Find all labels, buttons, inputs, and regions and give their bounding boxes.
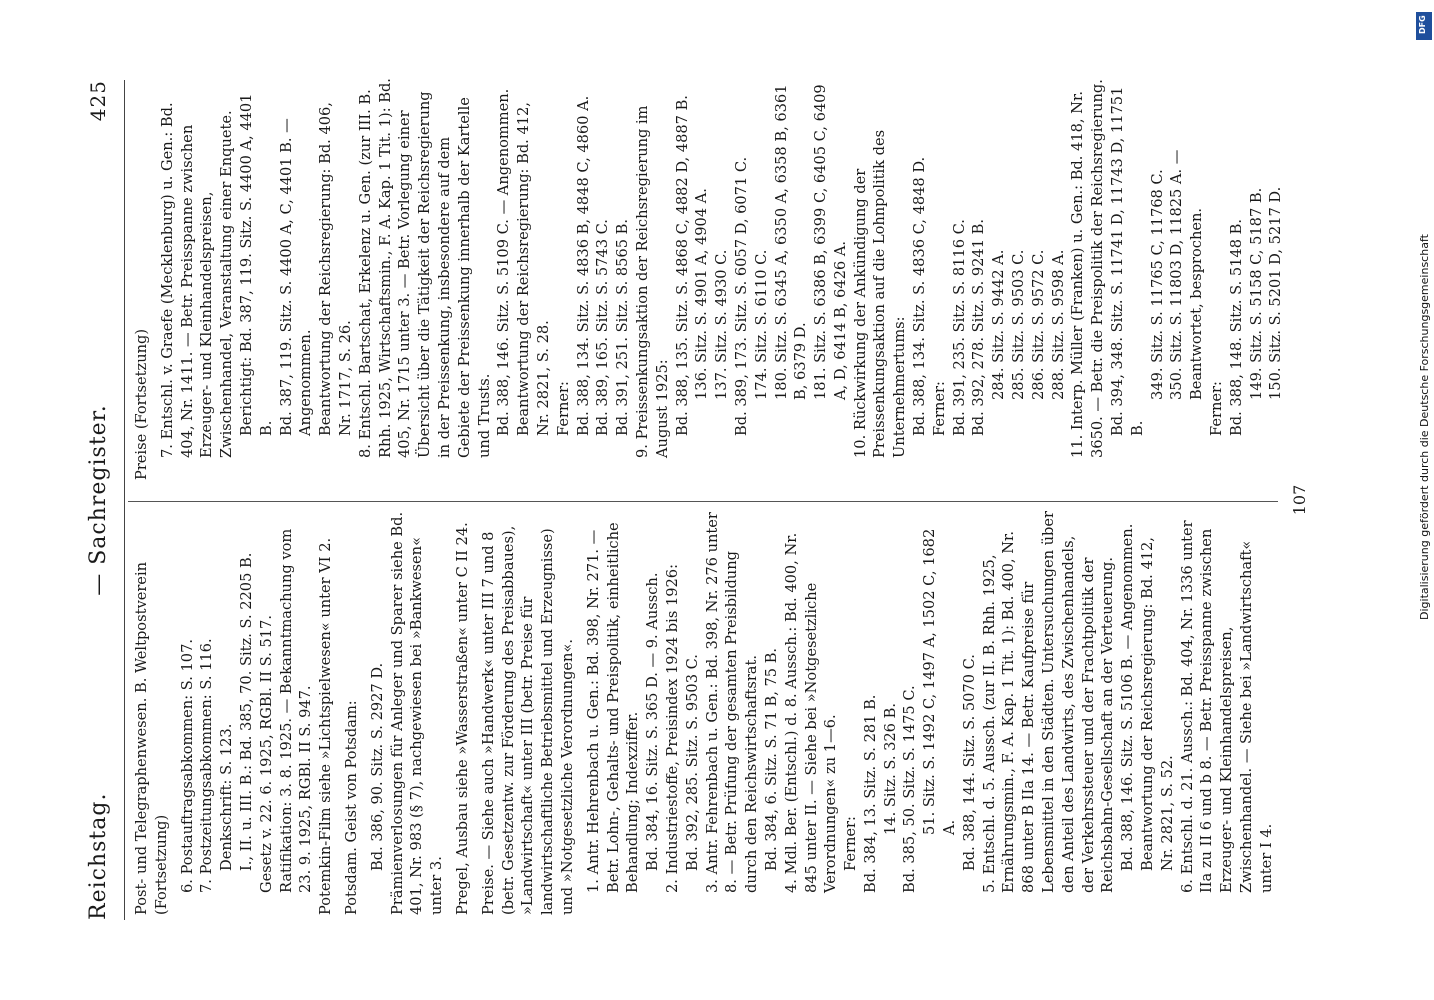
index-entry-line: Bd. 392, 285. Sitz. S. 9503 C. [683, 654, 701, 871]
right-column [132, 75, 1286, 480]
index-entry-line: 11. Interp. Müller (Franken) u. Gen.: Bd. 418, Nr. 3650. — Betr. die Preispolitik der Reichsregierung. [1069, 79, 1107, 458]
index-entry-line: 6. Entschl. d. 21. Aussch.: Bd. 404, Nr. 1336 unter IIa zu II 6 und b 8. — Betr. Preisspanne zwischen Erzeuger- und Kleinhandelspreisen, Zwischenhandel. — Siehe bei »Landwirtschaft« unter I 4. [1178, 520, 1275, 893]
running-head-center: — Sachregister. [86, 404, 111, 596]
index-entry-line: Bd. 386, 90. Sitz. S. 2927 D. [368, 662, 386, 871]
index-entry-line: Bd. 388, 146. Sitz. S. 5109 C. — Angenommen. [495, 88, 513, 436]
index-entry-line: Bd. 391, 235. Sitz. S. 8116 C. [950, 219, 968, 436]
index-entry-line: Ferner: [930, 381, 948, 436]
sheet-number: 107 [1290, 484, 1309, 516]
column-divider [128, 501, 1278, 502]
index-entry-line: Bd. 391, 251. Sitz. S. 8565 B. [614, 218, 632, 436]
index-entry-line: Bd. 389, 173. Sitz. S. 6057 D, 6071 C. [732, 156, 750, 436]
index-entry-line: 284. Sitz. S. 9442 A. [990, 249, 1008, 400]
dfg-logo: DFG [1416, 12, 1432, 40]
index-entry-line: Bd. 384, 13. Sitz. S. 281 B. [861, 694, 879, 893]
index-entry-line: 350. Sitz. S. 11803 D, 11825 A. — Beantwortet, besprochen. [1168, 149, 1206, 400]
index-entry-line: 136. Sitz. S. 4901 A, 4904 A. [693, 188, 711, 400]
index-entry-heading: Potemkin-Film siehe »Lichtspielwesen« unter VI 2. [317, 537, 335, 915]
index-entry-line: Bd. 388, 146. Sitz. S. 5106 B. — Angenommen. [1119, 523, 1137, 871]
index-entry-line: Bd. 387, 119. Sitz. S. 4400 A, C, 4401 B. — Angenommen. [277, 118, 315, 436]
index-entry-line: Bd. 384, 6. Sitz. S. 71 B, 75 B. [762, 647, 780, 871]
index-entry-line: 4. Mdl. Ber. (Entschl.) d. 8. Aussch.: Bd. 400, Nr. 845 unter II. — Siehe bei »Notgesetzliche Verordnungen« zu 1—6. [782, 532, 840, 893]
index-entry-line: 285. Sitz. S. 9503 C. [1010, 249, 1028, 400]
index-entry-line: 180. Sitz. S. 6345 A, 6350 A, 6358 B, 6361 B, 6379 D. [772, 84, 810, 400]
index-entry-line: 150. Sitz. S. 5201 D, 5217 D. [1267, 186, 1285, 400]
header-rule [124, 80, 125, 920]
index-entry-line: 6. Postauftragsabkommen: S. 107. [178, 639, 196, 893]
index-entry-line: Ferner: [554, 381, 572, 436]
index-entry-line: 10. Rückwirkung der Ankündigung der Preissenkungsaktion auf die Lohnpolitik des Unternehmertums: [851, 129, 909, 458]
index-entry-line: 7. Entschl. v. Graefe (Mecklenburg) u. Gen.: Bd. 404, Nr. 1411. — Betr. Preisspanne zwischen Erzeuger- und Kleinhandelspreisen, Zwischenhandel, Veranstaltung einer Enquete. [158, 102, 236, 458]
index-entry-line: 14. Sitz. S. 326 B. [881, 703, 899, 835]
index-entry-line: 288. Sitz. S. 9598 A. [1049, 249, 1067, 400]
index-entry-line: 51. Sitz. S. 1492 C, 1497 A, 1502 C, 1682 A. [921, 528, 959, 835]
index-entry-line: Denkschrift: S. 123. [218, 723, 236, 871]
index-entry-line: Bd. 388, 148. Sitz. S. 5148 B. [1227, 218, 1245, 436]
index-entry-line: 174. Sitz. S. 6110 C. [752, 249, 770, 400]
index-entry-heading: Preise. — Siehe auch »Handwerk« unter III 7 und 8 (betr. Gesetzentw. zur Förderung des Preisabbaues), »Landwirtschaft« unter III (betr. Preise für landwirtschaftliche Betriebsmittel und Erzeugnisse) und »Notgesetzliche Verordnungen«. [479, 525, 576, 915]
index-entry-heading: Potsdam. Geist von Potsdam: [342, 700, 360, 915]
index-entry-line: Ferner: [842, 816, 860, 871]
index-entry-line: Bd. 388, 144. Sitz. S. 5070 C. [960, 654, 978, 871]
index-entry-line: Bd. 388, 134. Sitz. S. 4836 B, 4848 C, 4860 A. [574, 95, 592, 436]
index-entry-line: 5. Entschl. d. 5. Aussch. (zur II. B. Rhh. 1925, Ernährungsmin., F. A. Kap. 1 Tit. 1): Bd. 400, Nr. 868 unter B IIa 14. — Betr. Kaufpreise für Lebensmittel in den Städten. Untersuchungen über den Anteil des Landwirts, des Zwischenhandels, der Verkehrssteuer und der Frachtpolitik der Reichsbahn-Gesellschaft an der Verteuerung. [980, 511, 1117, 893]
index-entry-line: Gesetz v. 22. 6. 1925, RGBl. II S. 517. [257, 615, 275, 893]
index-entry-line: Ferner: [1208, 381, 1226, 436]
index-entry-line: Bd. 389, 165. Sitz. S. 5743 C. [594, 219, 612, 436]
index-entry-line: Beantwortung der Reichsregierung: Bd. 412, Nr. 2821, S. 52. [1139, 537, 1176, 871]
index-entry-line: 9. Preissenkungsaktion der Reichsregierung im August 1925: [633, 105, 671, 458]
index-entry-line: 2. Industriestoffe, Preisindex 1924 bis 1926: [663, 563, 681, 893]
index-entry-line: Ratifikation: 3. 8. 1925. — Bekanntmachung vom 23. 9. 1925, RGBl. II S. 947. [277, 528, 315, 893]
index-entry-line: Bd. 384, 16. Sitz. S. 365 D. — 9. Aussch. [644, 572, 662, 871]
index-entry-line: Bd. 388, 135. Sitz. S. 4868 C, 4882 D, 4887 B. [673, 95, 691, 436]
index-entry-heading: Post- und Telegraphenwesen. B. Weltpostverein (Fortsetzung) [133, 561, 170, 915]
index-entry-line: Berichtigt: Bd. 387, 119. Sitz. S. 4400 A, 4401 B. [237, 93, 275, 436]
running-head-left: Reichstag. [86, 792, 111, 920]
index-entry-line: 137. Sitz. S. 4930 C. [713, 249, 731, 400]
index-entry-line: 7. Postzeitungsabkommen: S. 116. [198, 638, 216, 893]
index-entry-line: Bd. 394, 348. Sitz. S. 11741 D, 11743 D, 11751 B. [1109, 86, 1146, 436]
index-entry-line: Beantwortung der Reichsregierung: Bd. 406, Nr. 1717, S. 26. [317, 102, 354, 436]
index-entry-line: 181. Sitz. S. 6386 B, 6399 C, 6405 C, 6409 A, D, 6414 B, 6426 A. [812, 84, 849, 400]
index-entry-line: 3. Antr. Fehrenbach u. Gen.: Bd. 398, Nr. 276 unter 8. — Betr. Prüfung der gesamten Preisbildung durch den Reichswirtschaftsrat. [703, 512, 761, 893]
index-entry-heading: Preise (Fortsetzung) [133, 328, 150, 480]
index-entry-heading: Prämienverlosungen für Anleger und Sparer siehe Bd. 401, Nr. 983 (§ 7), nachgewiesen bei »Bankwesen« unter 3. [388, 511, 446, 915]
index-entry-line: 8. Entschl. Bartschat, Erkelenz u. Gen. (zur III. B. Rhh. 1925, Wirtschaftsmin., F. A. Kap. 1 Tit. 1): Bd. 405, Nr. 1715 unter 3. — Betr. Vorlegung einer Übersicht über die Tätigkeit der Reichsregierung in der Preissenkung, insbesondere auf dem Gebiete der Preissenkung innerhalb der Kartelle und Trusts. [356, 78, 493, 458]
index-entry-line: Bd. 385, 50. Sitz. S. 1475 C. [901, 685, 919, 893]
index-entry-line: 286. Sitz. S. 9572 C. [1029, 249, 1047, 400]
page-number: 425 [86, 80, 110, 122]
digitization-credit: Digitalisierung gefördert durch die Deutsche Forschungsgemeinschaft [1418, 234, 1431, 620]
index-entry-line: Bd. 392, 278. Sitz. S. 9241 B. [970, 218, 988, 436]
index-entry-line: I., II. u. III. B.: Bd. 385, 70. Sitz. S. 2205 B. [237, 552, 255, 871]
index-entry-line: 1. Antr. Hehrenbach u. Gen.: Bd. 398, Nr. 271. — Betr. Lohn-, Gehalts- und Preispolitik, einheitliche Behandlung; Indexziffer. [584, 522, 642, 893]
index-entry-line: 149. Sitz. S. 5158 C, 5187 B. [1247, 187, 1265, 400]
index-entry-line: Beantwortung der Reichsregierung: Bd. 412, Nr. 2821, S. 28. [515, 102, 552, 436]
index-entry-line: 349. Sitz. S. 11765 C, 11768 C. [1148, 169, 1166, 400]
left-column [132, 510, 1277, 915]
index-entry-line: Bd. 388, 134. Sitz. S. 4836 C, 4848 D. [911, 156, 929, 436]
running-head [80, 80, 124, 920]
index-entry-heading: Pregel, Ausbau siehe »Wasserstraßen« unter C II 24. [453, 522, 471, 915]
